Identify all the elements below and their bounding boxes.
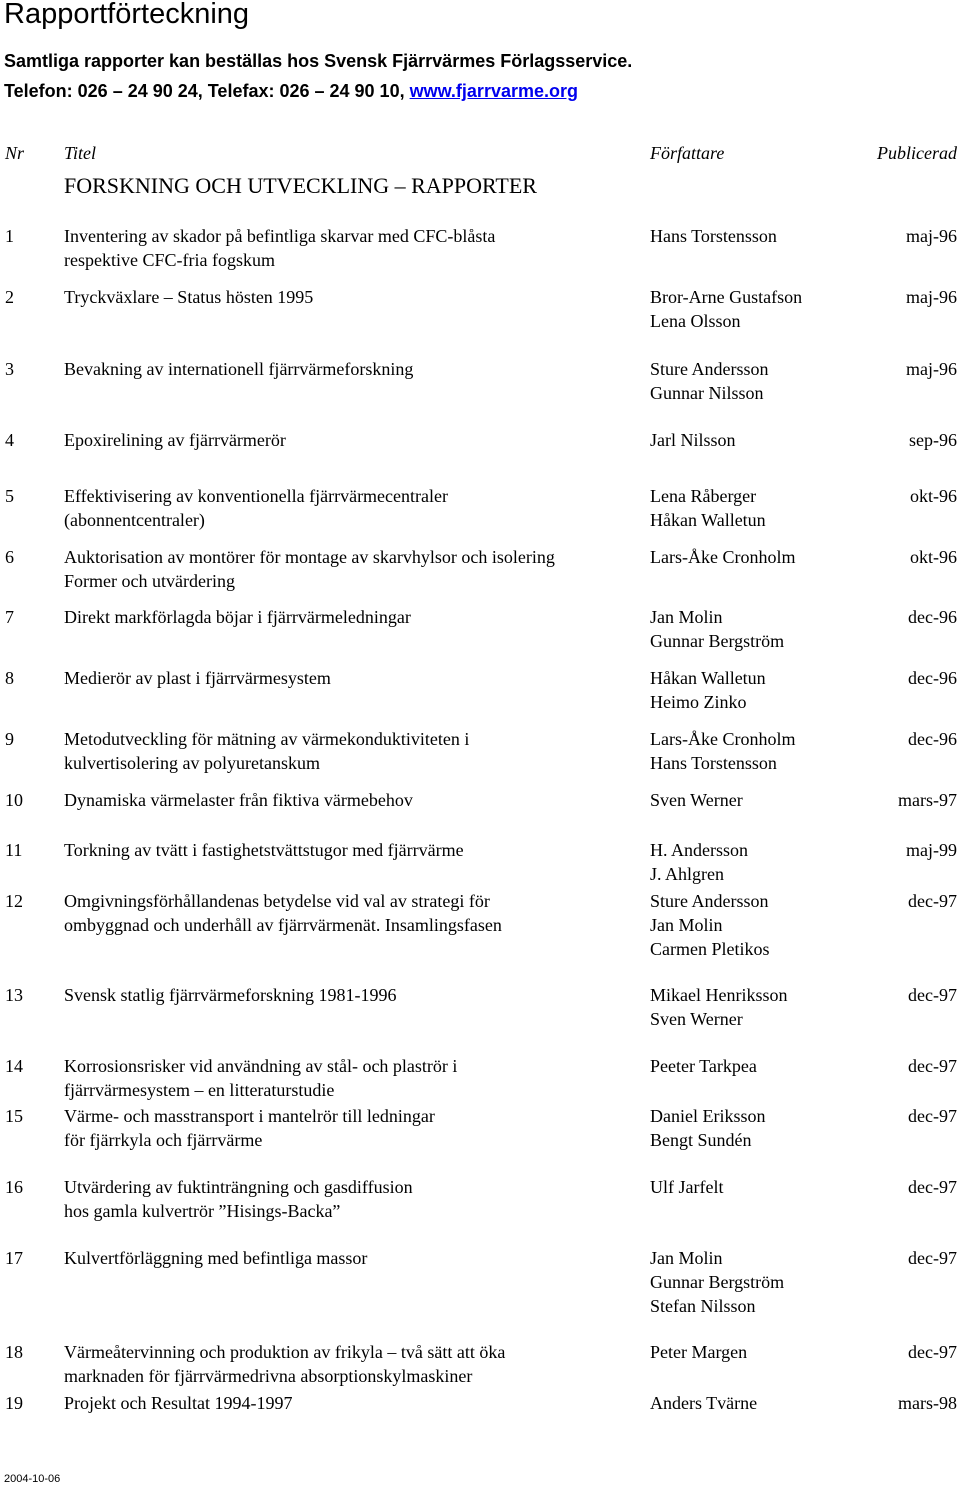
report-published-date: dec-97	[908, 1342, 957, 1362]
report-title-line: Medierör av plast i fjärrvärmesystem	[64, 668, 331, 688]
report-author: Lars-Åke Cronholm	[650, 547, 796, 567]
report-title-line: Dynamiska värmelaster från fiktiva värmebehov	[64, 790, 413, 810]
report-title-line: Värmeåtervinning och produktion av frikyla – två sätt att öka	[64, 1342, 506, 1362]
report-title-line: Värme- och masstransport i mantelrör till ledningar	[64, 1106, 435, 1126]
contact-phone-fax: Telefon: 026 – 24 90 24, Telefax: 026 – 24 90 10,	[4, 81, 410, 101]
report-title-line: Projekt och Resultat 1994-1997	[64, 1393, 293, 1413]
report-number: 8	[5, 668, 14, 688]
website-link[interactable]: www.fjarrvarme.org	[409, 81, 578, 101]
report-number: 3	[5, 359, 14, 379]
report-title	[64, 1054, 457, 1102]
report-title-line: Former och utvärdering	[64, 571, 235, 591]
report-number: 10	[5, 790, 23, 810]
report-number: 9	[5, 729, 14, 749]
report-number: 13	[5, 985, 23, 1005]
report-author: Hans Torstensson	[650, 753, 777, 773]
report-authors	[650, 666, 766, 714]
report-title-line: Effektivisering av konventionella fjärrvärmecentraler	[64, 486, 448, 506]
report-authors	[650, 605, 784, 653]
report-author: Jan Molin	[650, 1248, 723, 1268]
report-title	[64, 788, 413, 812]
report-author: Lena Råberger	[650, 486, 757, 506]
report-authors	[650, 357, 769, 405]
report-authors	[650, 224, 777, 248]
report-number: 16	[5, 1177, 23, 1197]
report-published-date: dec-96	[908, 729, 957, 749]
report-title	[64, 666, 331, 690]
report-published-date: maj-96	[906, 359, 957, 379]
report-published-date: maj-96	[906, 287, 957, 307]
report-published-date: sep-96	[909, 430, 957, 450]
report-number: 14	[5, 1056, 23, 1076]
report-number: 1	[5, 226, 14, 246]
report-published-date: dec-97	[908, 1056, 957, 1076]
report-author: Bror-Arne Gustafson	[650, 287, 803, 307]
report-number: 18	[5, 1342, 23, 1362]
column-header-author: Författare	[650, 143, 725, 163]
report-author: Jarl Nilsson	[650, 430, 736, 450]
report-author: Sven Werner	[650, 790, 743, 810]
report-published-date: dec-97	[908, 1248, 957, 1268]
report-title	[64, 889, 502, 937]
report-authors	[650, 545, 795, 569]
report-authors	[650, 428, 736, 452]
report-author: Daniel Eriksson	[650, 1106, 766, 1126]
report-number: 15	[5, 1106, 23, 1126]
report-title	[64, 1246, 367, 1270]
report-authors	[650, 484, 766, 532]
report-title	[64, 285, 313, 309]
report-authors	[650, 285, 802, 333]
report-title	[64, 1104, 435, 1152]
report-title	[64, 727, 469, 775]
report-title-line: kulvertisolering av polyuretanskum	[64, 753, 320, 773]
column-header-nr: Nr	[5, 143, 25, 163]
report-published-date: dec-96	[908, 607, 957, 627]
report-published-date: okt-96	[910, 486, 957, 506]
report-author: Heimo Zinko	[650, 692, 747, 712]
report-title	[64, 838, 464, 862]
report-number: 2	[5, 287, 14, 307]
report-author: Stefan Nilsson	[650, 1296, 756, 1316]
report-title-line: Svensk statlig fjärrvärmeforskning 1981-1996	[64, 985, 397, 1005]
footer-date: 2004-10-06	[4, 1473, 61, 1485]
report-author: Sven Werner	[650, 1009, 743, 1029]
report-title-line: respektive CFC-fria fogskum	[64, 250, 275, 270]
report-title-line: marknaden för fjärrvärmedrivna absorptionskylmaskiner	[64, 1366, 473, 1386]
intro-contact-line	[4, 79, 578, 103]
report-authors	[650, 1054, 757, 1078]
report-author: Jan Molin	[650, 607, 723, 627]
report-authors	[650, 983, 787, 1031]
report-title	[64, 484, 448, 532]
report-author: Lars-Åke Cronholm	[650, 729, 796, 749]
report-author: Gunnar Bergström	[650, 1272, 785, 1292]
report-author: Hans Torstensson	[650, 226, 777, 246]
report-published-date: okt-96	[910, 547, 957, 567]
report-author: Anders Tvärne	[650, 1393, 758, 1413]
report-title-line: Kulvertförläggning med befintliga massor	[64, 1248, 368, 1268]
report-author: Håkan Walletun	[650, 510, 766, 530]
report-number: 5	[5, 486, 14, 506]
column-header-published: Publicerad	[877, 143, 957, 163]
report-title-line: Torkning av tvätt i fastighetstvättstugor med fjärrvärme	[64, 840, 464, 860]
report-title-line: hos gamla kulvertrör ”Hisings-Backa”	[64, 1201, 341, 1221]
report-authors	[650, 838, 748, 886]
report-author: Gunnar Bergström	[650, 631, 785, 651]
report-title	[64, 1175, 413, 1223]
report-title	[64, 1340, 505, 1388]
report-author: J. Ahlgren	[650, 864, 724, 884]
report-published-date: dec-97	[908, 891, 957, 911]
report-published-date: mars-98	[898, 1393, 957, 1413]
report-author: Gunnar Nilsson	[650, 383, 764, 403]
report-authors	[650, 727, 795, 775]
report-author: H. Andersson	[650, 840, 748, 860]
report-authors	[650, 1246, 784, 1318]
report-published-date: dec-97	[908, 1106, 957, 1126]
report-author: Håkan Walletun	[650, 668, 766, 688]
report-number: 4	[5, 430, 14, 450]
report-title-line: Korrosionsrisker vid användning av stål- och plaströr i	[64, 1056, 458, 1076]
report-title	[64, 428, 286, 452]
column-header-title: Titel	[64, 143, 97, 163]
report-author: Peeter Tarkpea	[650, 1056, 757, 1076]
report-authors	[650, 788, 743, 812]
report-title	[64, 983, 396, 1007]
report-title	[64, 357, 413, 381]
report-number: 19	[5, 1393, 23, 1413]
report-title-line: för fjärrkyla och fjärrvärme	[64, 1130, 263, 1150]
report-title-line: Epoxirelining av fjärrvärmerör	[64, 430, 286, 450]
report-author: Bengt Sundén	[650, 1130, 752, 1150]
report-number: 12	[5, 891, 23, 911]
report-published-date: dec-97	[908, 985, 957, 1005]
report-title-line: fjärrvärmesystem – en litteraturstudie	[64, 1080, 335, 1100]
report-published-date: dec-96	[908, 668, 957, 688]
report-authors	[650, 1340, 747, 1364]
report-title-line: Direkt markförlagda böjar i fjärrvärmeledningar	[64, 607, 411, 627]
report-title	[64, 545, 555, 593]
section-title: FORSKNING OCH UTVECKLING – RAPPORTER	[64, 173, 537, 198]
report-authors	[650, 889, 770, 961]
report-published-date: maj-96	[906, 226, 957, 246]
report-author: Peter Margen	[650, 1342, 748, 1362]
report-number: 7	[5, 607, 14, 627]
report-published-date: dec-97	[908, 1177, 957, 1197]
report-title-line: Inventering av skador på befintliga skarvar med CFC-blåsta	[64, 226, 496, 246]
report-author: Ulf Jarfelt	[650, 1177, 724, 1197]
report-title-line: (abonnentcentraler)	[64, 510, 205, 530]
report-author: Mikael Henriksson	[650, 985, 788, 1005]
intro-order-info: Samtliga rapporter kan beställas hos Svensk Fjärrvärmes Förlagsservice.	[4, 51, 633, 71]
report-title-line: Metodutveckling för mätning av värmekonduktiviteten i	[64, 729, 470, 749]
report-authors	[650, 1391, 757, 1415]
report-title-line: Bevakning av internationell fjärrvärmeforskning	[64, 359, 414, 379]
report-number: 11	[5, 840, 23, 860]
report-number: 17	[5, 1248, 23, 1268]
report-author: Sture Andersson	[650, 891, 769, 911]
report-author: Carmen Pletikos	[650, 939, 770, 959]
page-title: Rapportförteckning	[4, 0, 250, 30]
report-published-date: mars-97	[898, 790, 957, 810]
report-title	[64, 605, 411, 629]
report-published-date: maj-99	[906, 840, 957, 860]
report-author: Jan Molin	[650, 915, 723, 935]
report-authors	[650, 1104, 765, 1152]
report-author: Lena Olsson	[650, 311, 741, 331]
report-title-line: Utvärdering av fuktinträngning och gasdiffusion	[64, 1177, 413, 1197]
report-title	[64, 224, 495, 272]
report-title	[64, 1391, 292, 1415]
report-title-line: ombyggnad och underhåll av fjärrvärmenät. Insamlingsfasen	[64, 915, 502, 935]
report-title-line: Omgivningsförhållandenas betydelse vid val av strategi för	[64, 891, 490, 911]
report-title-line: Tryckväxlare – Status hösten 1995	[64, 287, 314, 307]
report-title-line: Auktorisation av montörer för montage av skarvhylsor och isolering	[64, 547, 555, 567]
report-number: 6	[5, 547, 14, 567]
report-authors	[650, 1175, 723, 1199]
report-author: Sture Andersson	[650, 359, 769, 379]
